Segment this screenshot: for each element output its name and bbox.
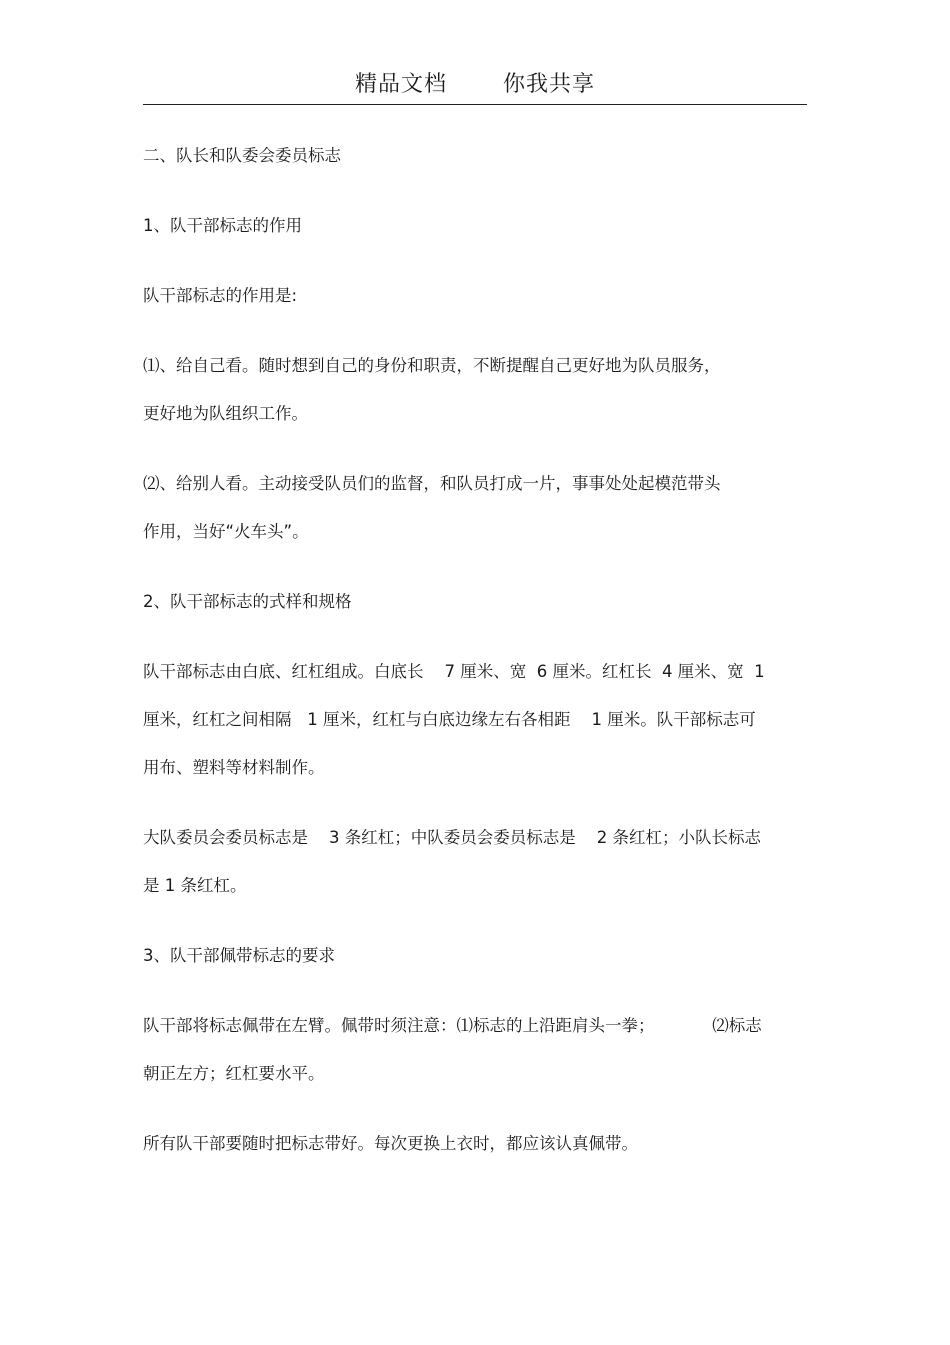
- paragraph-line: 更好地为队组织工作。: [143, 404, 308, 423]
- header-left-text: 精品文档: [354, 72, 447, 97]
- subsection-heading: 3、队干部佩带标志的要求: [143, 946, 335, 965]
- paragraph-line: 所有队干部要随时把标志带好。每次更换上衣时，都应该认真佩带。: [143, 1134, 638, 1153]
- paragraph-line: 朝正左方；红杠要水平。: [143, 1064, 325, 1083]
- paragraph-line: 队干部标志由白底、红杠组成。白底长 7 厘米、宽 6 厘米。红杠长 4 厘米、宽 1: [143, 662, 765, 681]
- paragraph-line: ⑵、给别人看。主动接受队员们的监督，和队员打成一片，事事处处起模范带头: [143, 474, 721, 493]
- header-right-text: 你我共享: [503, 72, 596, 97]
- paragraph-line: 队干部将标志佩带在左臂。佩带时须注意：⑴标志的上沿距肩头一拳； ⑵标志: [143, 1016, 762, 1035]
- section-heading: 二、队长和队委会委员标志: [143, 146, 341, 165]
- paragraph-line: 是 1 条红杠。: [143, 876, 247, 895]
- paragraph-line: 队干部标志的作用是:: [143, 286, 298, 305]
- subsection-heading: 2、队干部标志的式样和规格: [143, 592, 352, 611]
- paragraph-line: 厘米，红杠之间相隔 1 厘米，红杠与白底边缘左右各相距 1 厘米。队干部标志可: [143, 710, 756, 729]
- paragraph-line: 大队委员会委员标志是 3 条红杠；中队委员会委员标志是 2 条红杠；小队长标志: [143, 828, 761, 847]
- document-body: [143, 132, 807, 1168]
- paragraph-line: 用布、塑料等材料制作。: [143, 758, 325, 777]
- subsection-heading: 1、队干部标志的作用: [143, 216, 302, 235]
- paragraph-line: ⑴、给自己看。随时想到自己的身份和职责，不断提醒自己更好地为队员服务，: [143, 356, 721, 375]
- paragraph-line: 作用，当好“火车头”。: [143, 522, 309, 541]
- page-header: [143, 66, 807, 105]
